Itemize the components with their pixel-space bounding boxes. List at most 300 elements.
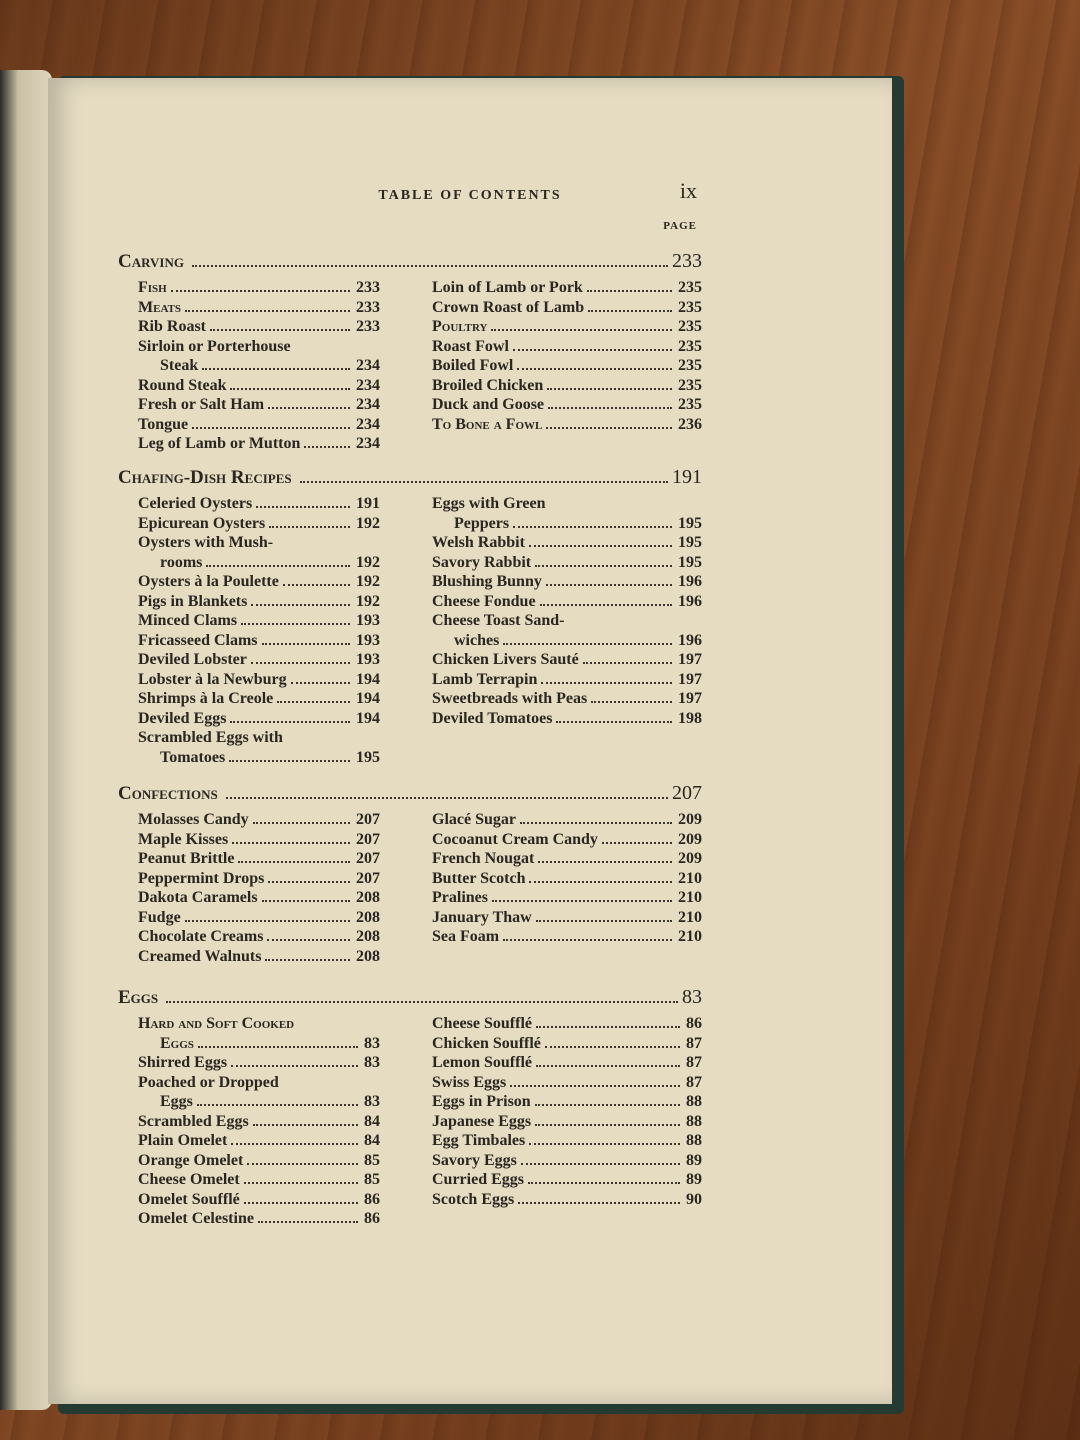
entry-page: 192 [356,573,380,590]
entry-page: 234 [356,435,380,452]
toc-entry [118,1034,380,1054]
entry-page: 195 [678,553,702,571]
entry-page: 196 [678,631,702,649]
dot-leader [547,388,672,390]
entry-title: Deviled Tomatoes [432,709,553,727]
dot-leader [283,584,350,586]
entry-title: Fricasseed Clams [138,631,258,649]
entry-page: 194 [356,670,380,688]
entry-title: Scrambled Eggs with [138,729,283,746]
dot-leader [232,842,350,844]
toc-entry [432,689,702,709]
entry-page: 236 [678,415,702,433]
dot-leader [265,959,350,961]
dot-leader [513,349,672,351]
dot-leader [536,1026,680,1028]
entry-page: 234 [356,396,380,413]
toc-entry [432,356,702,376]
page-column-label: PAGE [663,220,697,232]
toc-entry [432,869,702,889]
toc-entry [118,395,380,415]
dot-leader [591,701,672,703]
dot-leader [253,822,350,824]
dot-leader [583,662,672,664]
toc-entry [432,927,702,947]
toc-entry [432,572,702,592]
entry-page: 209 [678,830,702,848]
book-page [48,78,892,1404]
toc-entry [432,709,702,729]
entry-title: Cheese Toast Sand- [432,612,565,629]
toc-entry [432,395,702,415]
entry-page: 207 [356,869,380,887]
toc-entry [432,553,702,573]
dot-leader [229,760,350,762]
entry-title: Boiled Fowl [432,357,514,374]
entry-title: Omelet Soufflé [138,1190,240,1208]
entry-page: 88 [686,1132,702,1149]
entry-page: 192 [356,514,380,532]
entry-page: 209 [678,850,702,867]
dot-leader [230,721,350,723]
toc-entry [118,553,380,573]
entry-page: 210 [678,908,702,926]
dot-leader [588,310,672,312]
toc-entry [118,947,380,967]
entry-page: 88 [686,1112,702,1130]
entry-title: Eggs [160,1093,193,1110]
entry-title: Tomatoes [160,748,226,766]
dot-leader [206,565,350,567]
entry-title: Sweetbreads with Peas [432,690,588,707]
dot-leader [556,721,672,723]
entry-title: Dakota Caramels [138,889,258,906]
entry-title: Peppers [454,514,510,532]
entry-title: To Bone a Fowl [432,415,543,433]
dot-leader [231,1143,358,1145]
entry-title: Swiss Eggs [432,1073,507,1091]
section-page: 191 [672,466,702,488]
toc-entry [432,278,702,298]
toc-entry [118,298,380,318]
dot-leader [171,290,350,292]
entry-page: 235 [678,357,702,374]
dot-leader [198,1046,358,1048]
entry-page: 197 [678,690,702,707]
dot-leader [503,939,672,941]
entry-title: Chicken Soufflé [432,1034,541,1052]
toc-entry [432,830,702,850]
toc-entry [118,356,380,376]
left-column [118,494,380,767]
entry-title: Pigs in Blankets [138,592,248,610]
entry-page: 194 [356,709,380,727]
toc-entry [432,317,702,337]
dot-leader [238,861,350,863]
entry-title: Celeried Oysters [138,495,253,512]
entry-title: Orange Omelet [138,1151,244,1169]
entry-page: 207 [356,830,380,848]
toc-entry [118,1014,380,1034]
entry-title: Eggs [160,1034,194,1052]
dot-leader [269,526,350,528]
dot-leader [536,1065,680,1067]
section-title: Eggs [118,987,159,1008]
toc-entry [118,1209,380,1229]
entry-title: Butter Scotch [432,869,526,887]
entry-title: Omelet Celestine [138,1210,254,1227]
entry-title: Hard and Soft Cooked [138,1015,295,1032]
dot-leader [546,427,672,429]
entry-title: Molasses Candy [138,811,249,828]
entry-title: Lamb Terrapin [432,670,538,688]
entry-title: Oysters with Mush- [138,534,274,551]
entry-page: 207 [356,811,380,828]
entry-title: Japanese Eggs [432,1112,532,1130]
toc-entry [118,1170,380,1190]
dot-leader [300,481,668,483]
entry-title: Rib Roast [138,318,207,335]
toc-entry [118,611,380,631]
section-title: Carving [118,251,184,272]
entry-page: 196 [678,573,702,590]
dot-leader [166,1001,678,1003]
dot-leader [510,1085,680,1087]
dot-leader [491,329,672,331]
entry-title: Fresh or Salt Ham [138,396,265,413]
entry-page: 198 [678,709,702,727]
entry-page: 197 [678,651,702,668]
entry-title: Lemon Soufflé [432,1054,532,1071]
entry-page: 234 [356,415,380,433]
entry-title: Glacé Sugar [432,811,516,828]
toc-entry [432,849,702,869]
entry-page: 195 [678,514,702,532]
toc-entry [118,415,380,435]
toc-entry [118,631,380,651]
entry-title: Crown Roast of Lamb [432,298,585,316]
entry-title: Eggs with Green [432,495,546,512]
entry-page: 235 [678,376,702,394]
dot-leader [540,604,672,606]
entry-title: Duck and Goose [432,396,545,413]
dot-leader [258,1221,358,1223]
dot-leader [262,643,350,645]
toc-entry [118,1092,380,1112]
entry-title: Savory Rabbit [432,553,532,571]
entry-page: 196 [678,592,702,610]
dot-leader [185,310,350,312]
toc-entry [118,592,380,612]
dot-leader [247,1163,358,1165]
entry-page: 194 [356,690,380,707]
entry-page: 87 [686,1073,702,1091]
toc-entry [432,1170,702,1190]
toc-entry [432,670,702,690]
running-head: TABLE OF CONTENTS [378,188,562,203]
entry-title: Welsh Rabbit [432,534,525,551]
toc-entry [432,1131,702,1151]
toc-entry [432,337,702,357]
left-column [118,810,380,966]
entry-title: Poultry [432,318,488,335]
dot-leader [256,506,350,508]
entry-title: Tongue [138,415,189,433]
entry-title: Meats [138,298,182,316]
entry-title: Fish [138,279,167,296]
dot-leader [492,900,672,902]
toc-entry [118,1131,380,1151]
entry-title: Pralines [432,889,488,906]
entry-page: 88 [686,1093,702,1110]
dot-leader [529,1143,680,1145]
dot-leader [291,682,350,684]
entry-title: Sea Foam [432,928,500,945]
toc-entry [432,1034,702,1054]
section-page: 207 [672,782,702,804]
toc-entry [118,810,380,830]
entry-title: Steak [160,357,199,374]
toc-entry [432,415,702,435]
entry-page: 193 [356,612,380,629]
entry-title: French Nougat [432,850,535,867]
dot-leader [529,545,672,547]
dot-leader [251,604,350,606]
entry-title: Chocolate Creams [138,928,264,945]
toc-entry [432,298,702,318]
entry-title: Peanut Brittle [138,850,235,867]
toc-entry [118,514,380,534]
toc-entry [432,494,702,514]
entry-title: Shirred Eggs [138,1054,228,1071]
toc-entry [118,434,380,454]
entry-page: 83 [364,1093,380,1110]
toc-entry [118,728,380,748]
entry-page: 193 [356,651,380,668]
entry-page: 89 [686,1171,702,1188]
dot-leader [192,265,668,267]
toc-entry [118,376,380,396]
dot-leader [226,797,668,799]
dot-leader [262,900,350,902]
entry-page: 233 [356,298,380,316]
entry-title: wiches [454,631,500,649]
entry-title: Savory Eggs [432,1151,517,1169]
toc-entry [432,888,702,908]
toc-entry [432,592,702,612]
entry-title: Curried Eggs [432,1171,524,1188]
section-eggs [118,986,702,1229]
dot-leader [253,1124,358,1126]
toc-entry [432,1014,702,1034]
dot-leader [244,1202,358,1204]
entry-title: Eggs in Prison [432,1093,531,1110]
entry-title: Egg Timbales [432,1132,526,1149]
toc-entry [432,1053,702,1073]
dot-leader [541,682,672,684]
section-title: Chafing-Dish Recipes [118,467,292,488]
entry-page: 191 [356,495,380,512]
entry-title: Deviled Eggs [138,709,227,727]
toc-entry [118,337,380,357]
entry-title: Round Steak [138,376,227,394]
dot-leader [192,427,350,429]
entry-page: 235 [678,396,702,413]
dot-leader [267,939,350,941]
entry-title: Plain Omelet [138,1132,228,1149]
dot-leader [503,643,672,645]
toc-entry [118,278,380,298]
toc-entry [118,533,380,553]
section-page: 233 [672,250,702,272]
entry-title: Scrambled Eggs [138,1112,249,1130]
entry-page: 89 [686,1151,702,1169]
toc-entry [118,748,380,768]
entry-title: January Thaw [432,908,532,926]
dot-leader [520,822,672,824]
dot-leader [241,623,350,625]
entry-page: 233 [356,318,380,335]
entry-page: 83 [364,1034,380,1052]
entry-title: Fudge [138,908,181,926]
entry-title: Lobster à la Newburg [138,670,287,688]
toc-entry [118,869,380,889]
dot-leader [517,368,672,370]
entry-page: 86 [686,1015,702,1032]
entry-title: Oysters à la Poulette [138,573,279,590]
toc-entry [432,1073,702,1093]
entry-page: 85 [364,1151,380,1169]
entry-title: Maple Kisses [138,830,229,848]
section-page: 83 [682,986,702,1008]
right-column [432,278,702,454]
entry-page: 84 [364,1132,380,1149]
dot-leader [197,1104,358,1106]
entry-page: 235 [678,279,702,296]
toc-entry [432,1151,702,1171]
dot-leader [546,584,672,586]
dot-leader [230,388,350,390]
entry-title: Cheese Fondue [432,592,536,610]
toc-entry [118,1112,380,1132]
dot-leader [268,881,350,883]
entry-page: 195 [678,534,702,551]
toc-entry [432,1092,702,1112]
entry-title: Blushing Bunny [432,573,542,590]
entry-page: 235 [678,318,702,335]
entry-page: 87 [686,1054,702,1071]
dot-leader [277,701,350,703]
entry-page: 210 [678,928,702,945]
left-column [118,1014,380,1229]
toc-entry [432,650,702,670]
entry-page: 234 [356,376,380,394]
toc-entry [432,611,702,631]
entry-title: Broiled Chicken [432,376,544,394]
entry-page: 235 [678,298,702,316]
dot-leader [529,881,672,883]
dot-leader [244,1182,358,1184]
entry-page: 235 [678,337,702,355]
toc-entry [118,927,380,947]
dot-leader [535,1104,680,1106]
entry-title: Leg of Lamb or Mutton [138,435,301,452]
entry-page: 86 [364,1210,380,1227]
toc-entry [432,1112,702,1132]
right-column [432,1014,702,1229]
section-confections [118,782,702,966]
dot-leader [535,1124,680,1126]
toc-entry [118,849,380,869]
entry-page: 90 [686,1190,702,1208]
dot-leader [202,368,350,370]
entry-title: Shrimps à la Creole [138,690,274,707]
entry-page: 83 [364,1054,380,1071]
entry-title: rooms [160,553,203,571]
toc-entry [432,1190,702,1210]
dot-leader [538,861,672,863]
entry-page: 192 [356,553,380,571]
entry-title: Cheese Soufflé [432,1015,532,1032]
entry-page: 208 [356,928,380,945]
entry-title: Deviled Lobster [138,651,247,668]
dot-leader [268,407,350,409]
entry-page: 208 [356,889,380,906]
dot-leader [602,842,672,844]
entry-title: Scotch Eggs [432,1190,515,1208]
dot-leader [185,920,350,922]
entry-page: 86 [364,1190,380,1208]
dot-leader [521,1163,680,1165]
entry-page: 197 [678,670,702,688]
entry-title: Sirloin or Porterhouse [138,337,291,355]
toc-entry [432,810,702,830]
entry-page: 195 [356,748,380,766]
toc-entry [118,1190,380,1210]
left-column [118,278,380,454]
dot-leader [535,565,672,567]
entry-title: Chicken Livers Sauté [432,651,579,668]
entry-title: Minced Clams [138,612,238,629]
dot-leader [518,1202,680,1204]
toc-entry [118,494,380,514]
toc-entry [118,572,380,592]
entry-page: 84 [364,1112,380,1130]
toc-entry [118,830,380,850]
entry-title: Cheese Omelet [138,1171,240,1188]
toc-entry [118,888,380,908]
entry-page: 192 [356,592,380,610]
toc-entry [118,670,380,690]
entry-page: 193 [356,631,380,649]
toc-entry [432,376,702,396]
section-carving [118,250,702,454]
right-column [432,494,702,767]
entry-page: 233 [356,279,380,296]
entry-page: 208 [356,947,380,965]
dot-leader [210,329,350,331]
entry-page: 234 [356,357,380,374]
dot-leader [231,1065,358,1067]
dot-leader [545,1046,680,1048]
toc-entry [432,908,702,928]
right-column [432,810,702,966]
section-chafing-dish-recipes [118,466,702,767]
toc-entry [118,1151,380,1171]
toc-entry [432,514,702,534]
dot-leader [513,526,672,528]
entry-title: Poached or Dropped [138,1073,279,1091]
